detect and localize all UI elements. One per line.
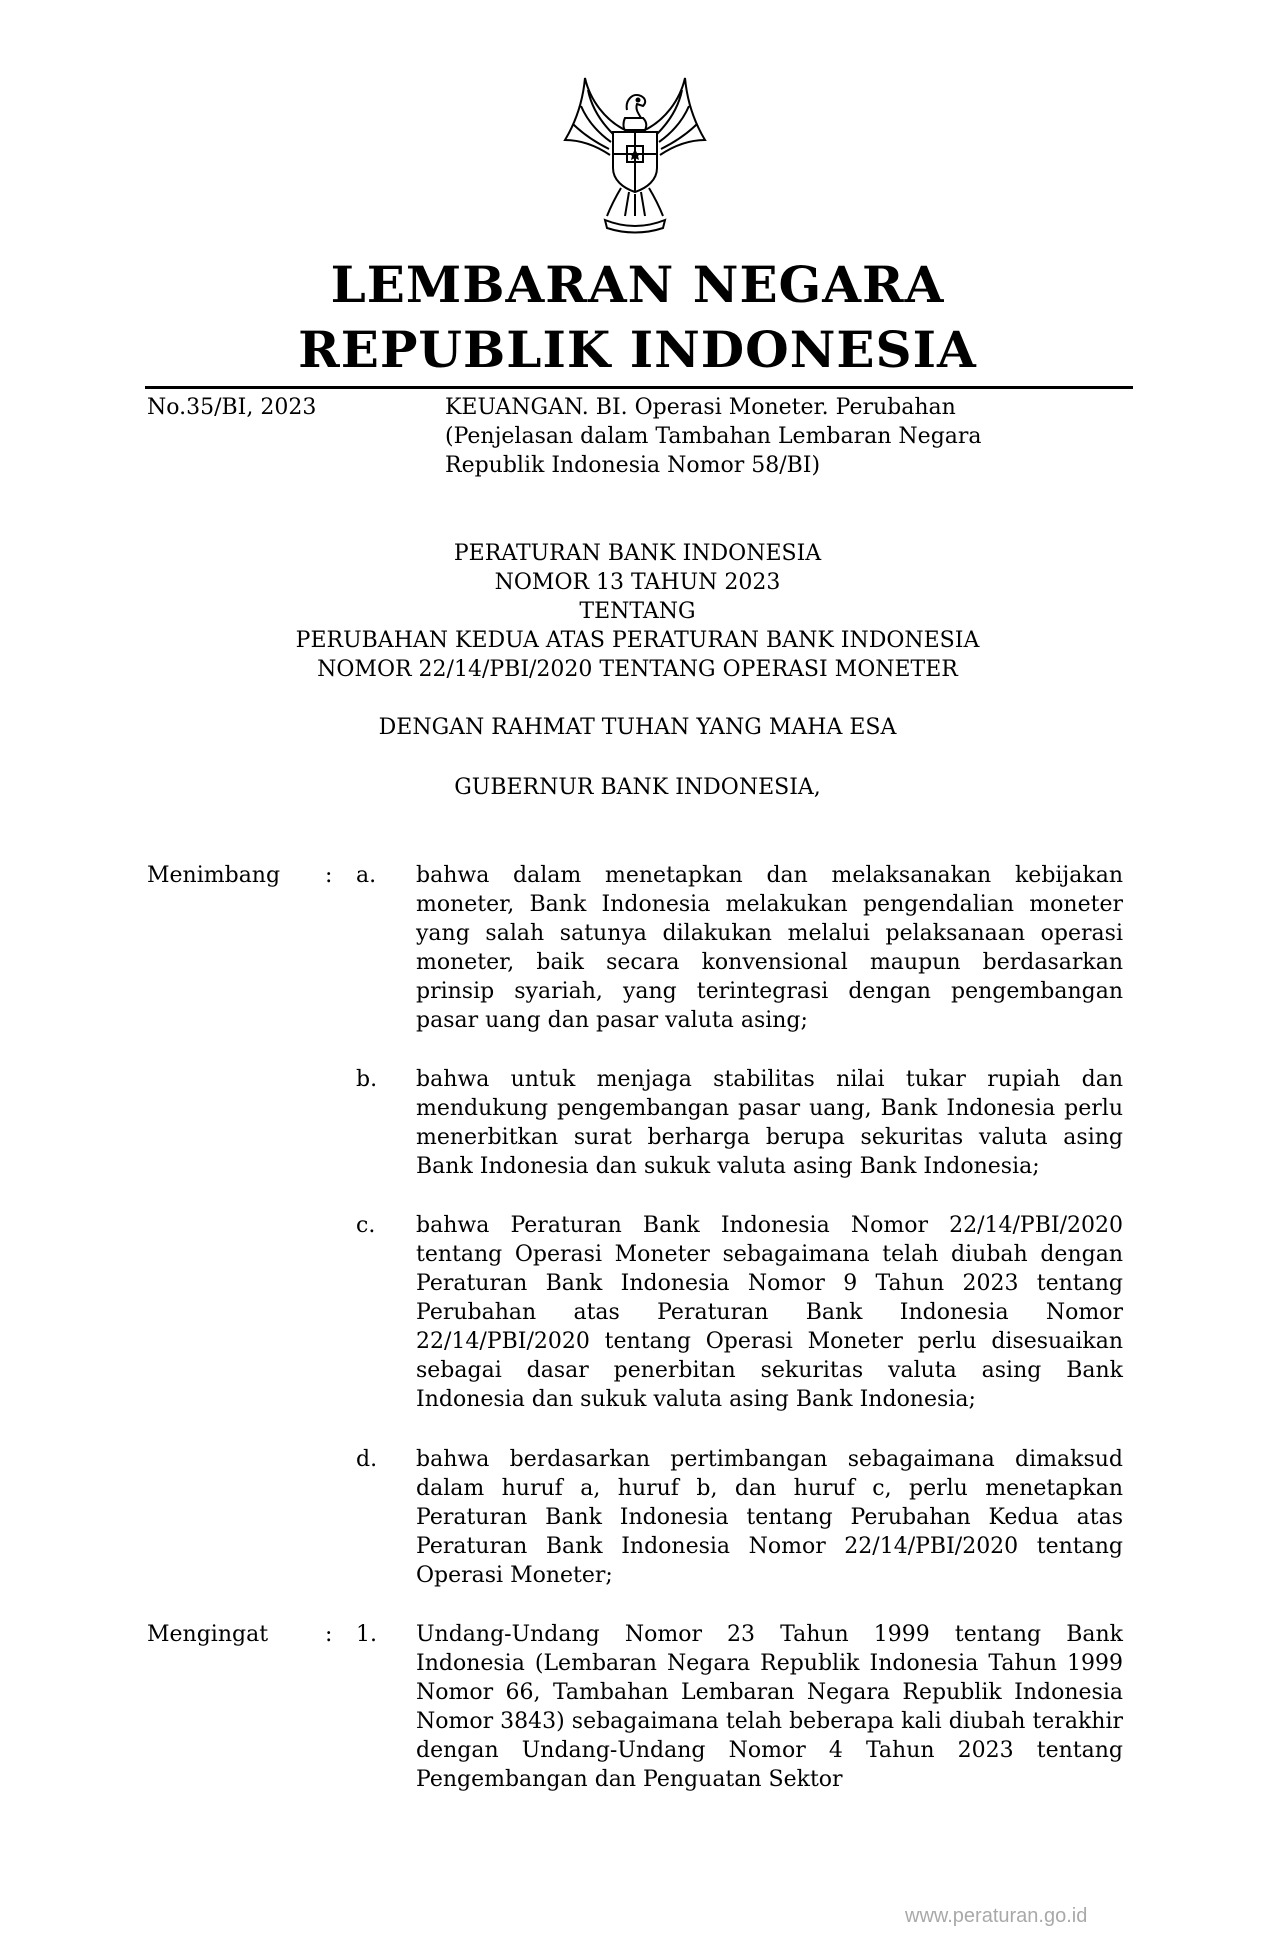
menimbang-label: Menimbang: [147, 863, 281, 888]
gazette-title-line2: REPUBLIK INDONESIA: [298, 320, 977, 379]
item-marker: b.: [356, 1067, 378, 1092]
regulation-title-line: PERATURAN BANK INDONESIA: [453, 541, 822, 566]
menimbang-item-text: bahwa dalam menetapkan dan melaksanakan kebijakan moneter, Bank Indonesia melakukan pengendalian moneter yang salah satunya dilakukan melalui pelaksanaan operasi moneter, baik secara konvensional maupun berdasarkan prinsip syariah, yang terintegrasi dengan pengembangan pasar uang dan pasar valuta asing;: [416, 863, 1123, 1033]
item-marker: 1.: [356, 1622, 377, 1647]
item-marker: c.: [356, 1213, 376, 1238]
site-watermark: www.peraturan.go.id: [905, 1905, 1088, 1927]
menimbang-item-text: bahwa untuk menjaga stabilitas nilai tukar rupiah dan mendukung pengembangan pasar uang, Bank Indonesia perlu menerbitkan surat berharga berupa sekuritas valuta asing Bank Indonesia dan sukuk valuta asing Bank Indonesia;: [416, 1067, 1123, 1179]
title-rule: [145, 386, 1133, 389]
menimbang-colon: :: [325, 863, 333, 888]
mengingat-item-text: Undang-Undang Nomor 23 Tahun 1999 tentang Bank Indonesia (Lembaran Negara Republik Indonesia Tahun 1999 Nomor 66, Tambahan Lembaran Negara Republik Indonesia Nomor 3843) sebagaimana telah beberapa kali diubah terakhir dengan Undang-Undang Nomor 4 Tahun 2023 tentang Pengembangan dan Penguatan Sektor: [416, 1622, 1123, 1792]
mengingat-colon: :: [325, 1622, 333, 1647]
authority: GUBERNUR BANK INDONESIA,: [454, 775, 821, 800]
gazette-title-line1: LEMBARAN NEGARA: [330, 255, 945, 314]
garuda-emblem: [555, 70, 715, 236]
mengingat-label: Mengingat: [147, 1622, 269, 1647]
gazette-subject-line: Republik Indonesia Nomor 58/BI): [445, 453, 821, 478]
item-marker: a.: [356, 863, 377, 888]
regulation-title-line: NOMOR 13 TAHUN 2023: [494, 570, 781, 595]
regulation-title-line: PERUBAHAN KEDUA ATAS PERATURAN BANK INDONESIA: [295, 628, 980, 653]
gazette-number: No.35/BI, 2023: [147, 395, 317, 420]
item-marker: d.: [356, 1447, 378, 1472]
menimbang-item-text: bahwa berdasarkan pertimbangan sebagaimana dimaksud dalam huruf a, huruf b, dan huruf c, perlu menetapkan Peraturan Bank Indonesia tentang Perubahan Kedua atas Peraturan Bank Indonesia Nomor 22/14/PBI/2020 tentang Operasi Moneter;: [416, 1447, 1123, 1588]
regulation-title-line: TENTANG: [579, 599, 696, 624]
regulation-title-line: NOMOR 22/14/PBI/2020 TENTANG OPERASI MONETER: [317, 657, 958, 682]
gazette-subject-line: KEUANGAN. BI. Operasi Moneter. Perubahan: [445, 395, 956, 420]
menimbang-item-text: bahwa Peraturan Bank Indonesia Nomor 22/14/PBI/2020 tentang Operasi Moneter sebagaimana telah diubah dengan Peraturan Bank Indonesia Nomor 9 Tahun 2023 tentang Perubahan atas Peraturan Bank Indonesia Nomor 22/14/PBI/2020 tentang Operasi Moneter perlu disesuaikan sebagai dasar penerbitan sekuritas valuta asing Bank Indonesia dan sukuk valuta asing Bank Indonesia;: [416, 1213, 1123, 1412]
gazette-subject-line: (Penjelasan dalam Tambahan Lembaran Negara: [445, 424, 982, 449]
invocation: DENGAN RAHMAT TUHAN YANG MAHA ESA: [378, 715, 897, 740]
